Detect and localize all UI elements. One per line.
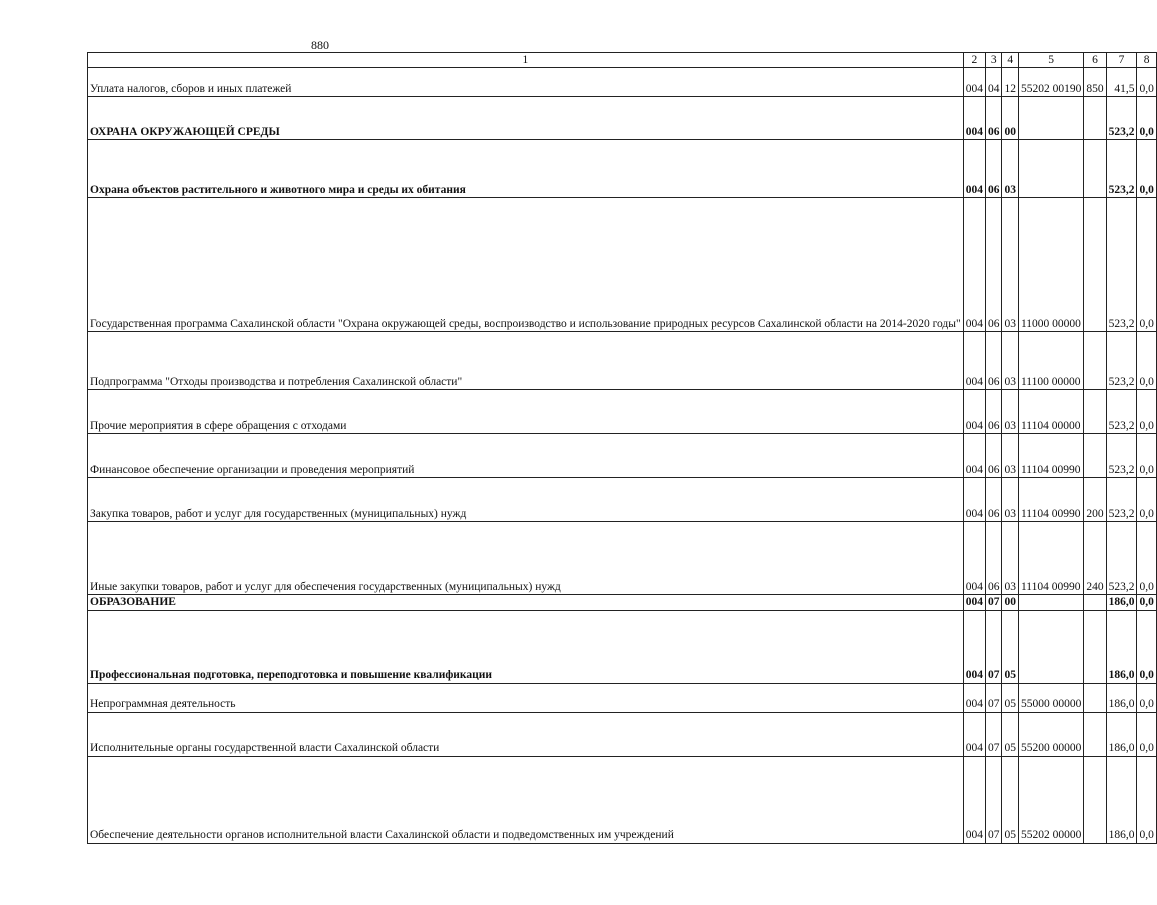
ministry-code: 004 [963, 68, 985, 97]
ministry-code: 004 [963, 478, 985, 522]
table-row [88, 434, 1157, 478]
row-name: Исполнительные органы государственной власти Сахалинской области [88, 712, 964, 756]
ministry-code: 004 [963, 683, 985, 712]
section-code: 06 [985, 198, 1002, 332]
extra-value: 0,0 [1137, 97, 1156, 140]
extra-value: 0,0 [1137, 434, 1156, 478]
column-header-3: 3 [985, 53, 1002, 68]
extra-value: 0,0 [1137, 68, 1156, 97]
target-code: 55202 00190 [1018, 68, 1083, 97]
table-row [88, 140, 1157, 198]
target-code [1018, 140, 1083, 198]
table-row [88, 610, 1157, 683]
target-code: 11104 00990 [1018, 522, 1083, 595]
row-name: ОХРАНА ОКРУЖАЮЩЕЙ СРЕДЫ [88, 97, 964, 140]
table-body [88, 68, 1157, 844]
extra-value: 0,0 [1137, 478, 1156, 522]
extra-value: 0,0 [1137, 610, 1156, 683]
column-header-5: 5 [1018, 53, 1083, 68]
amount-value: 186,0 [1106, 756, 1137, 843]
table-row [88, 478, 1157, 522]
target-code [1018, 610, 1083, 683]
ministry-code: 004 [963, 610, 985, 683]
table-row [88, 683, 1157, 712]
expense-type [1084, 595, 1106, 611]
expense-type: 850 [1084, 68, 1106, 97]
table-row [88, 522, 1157, 595]
section-code: 06 [985, 390, 1002, 434]
section-code: 06 [985, 140, 1002, 198]
column-header-2: 2 [963, 53, 985, 68]
column-header-7: 7 [1106, 53, 1137, 68]
row-name: Закупка товаров, работ и услуг для государственных (муниципальных) нужд [88, 478, 964, 522]
row-name: ОБРАЗОВАНИЕ [88, 595, 964, 611]
section-code: 07 [985, 712, 1002, 756]
section-code: 07 [985, 683, 1002, 712]
subsection-code: 05 [1002, 756, 1019, 843]
table-row [88, 68, 1157, 97]
subsection-code: 03 [1002, 478, 1019, 522]
subsection-code: 03 [1002, 390, 1019, 434]
target-code [1018, 97, 1083, 140]
column-header-6: 6 [1084, 53, 1106, 68]
subsection-code: 03 [1002, 434, 1019, 478]
extra-value: 0,0 [1137, 140, 1156, 198]
target-code: 11104 00990 [1018, 478, 1083, 522]
amount-value: 41,5 [1106, 68, 1137, 97]
extra-value: 0,0 [1137, 756, 1156, 843]
section-code: 07 [985, 756, 1002, 843]
budget-table [87, 52, 1157, 844]
subsection-code: 12 [1002, 68, 1019, 97]
amount-value: 523,2 [1106, 522, 1137, 595]
amount-value: 523,2 [1106, 478, 1137, 522]
table-row [88, 198, 1157, 332]
amount-value: 523,2 [1106, 434, 1137, 478]
ministry-code: 004 [963, 522, 985, 595]
row-name: Финансовое обеспечение организации и проведения мероприятий [88, 434, 964, 478]
row-name: Подпрограмма "Отходы производства и потребления Сахалинской области" [88, 332, 964, 390]
target-code: 55000 00000 [1018, 683, 1083, 712]
target-code: 11104 00990 [1018, 434, 1083, 478]
amount-value: 186,0 [1106, 712, 1137, 756]
section-code: 06 [985, 97, 1002, 140]
table-row [88, 390, 1157, 434]
subsection-code: 03 [1002, 332, 1019, 390]
extra-value: 0,0 [1137, 595, 1156, 611]
table-row [88, 756, 1157, 843]
expense-type: 200 [1084, 478, 1106, 522]
row-name: Государственная программа Сахалинской области "Охрана окружающей среды, воспроизводство и использование природных ресурсов Сахалинской области на 2014-2020 годы" [88, 198, 964, 332]
ministry-code: 004 [963, 390, 985, 434]
ministry-code: 004 [963, 198, 985, 332]
expense-type [1084, 332, 1106, 390]
column-header-8: 8 [1137, 53, 1156, 68]
row-name: Непрограммная деятельность [88, 683, 964, 712]
extra-value: 0,0 [1137, 390, 1156, 434]
extra-value: 0,0 [1137, 712, 1156, 756]
expense-type [1084, 610, 1106, 683]
ministry-code: 004 [963, 332, 985, 390]
expense-type [1084, 198, 1106, 332]
amount-value: 186,0 [1106, 683, 1137, 712]
amount-value: 186,0 [1106, 610, 1137, 683]
target-code: 55202 00000 [1018, 756, 1083, 843]
expense-type [1084, 390, 1106, 434]
row-name: Профессиональная подготовка, переподготовка и повышение квалификации [88, 610, 964, 683]
expense-type [1084, 140, 1106, 198]
subsection-code: 03 [1002, 140, 1019, 198]
header-row [88, 53, 1157, 68]
table-row [88, 712, 1157, 756]
extra-value: 0,0 [1137, 198, 1156, 332]
subsection-code: 03 [1002, 522, 1019, 595]
column-header-4: 4 [1002, 53, 1019, 68]
amount-value: 523,2 [1106, 140, 1137, 198]
expense-type: 240 [1084, 522, 1106, 595]
ministry-code: 004 [963, 140, 985, 198]
expense-type [1084, 683, 1106, 712]
extra-value: 0,0 [1137, 522, 1156, 595]
row-name: Прочие мероприятия в сфере обращения с отходами [88, 390, 964, 434]
row-name: Охрана объектов растительного и животного мира и среды их обитания [88, 140, 964, 198]
expense-type [1084, 756, 1106, 843]
section-code: 06 [985, 434, 1002, 478]
expense-type [1084, 712, 1106, 756]
ministry-code: 004 [963, 595, 985, 611]
amount-value: 523,2 [1106, 198, 1137, 332]
subsection-code: 00 [1002, 97, 1019, 140]
target-code: 55200 00000 [1018, 712, 1083, 756]
amount-value: 523,2 [1106, 332, 1137, 390]
section-code: 04 [985, 68, 1002, 97]
target-code: 11000 00000 [1018, 198, 1083, 332]
section-code: 06 [985, 478, 1002, 522]
subsection-code: 05 [1002, 610, 1019, 683]
subsection-code: 05 [1002, 712, 1019, 756]
target-code: 11104 00000 [1018, 390, 1083, 434]
table-row [88, 332, 1157, 390]
subsection-code: 05 [1002, 683, 1019, 712]
subsection-code: 00 [1002, 595, 1019, 611]
amount-value: 523,2 [1106, 97, 1137, 140]
table-row [88, 595, 1157, 611]
expense-type [1084, 434, 1106, 478]
row-name: Уплата налогов, сборов и иных платежей [88, 68, 964, 97]
ministry-code: 004 [963, 756, 985, 843]
subsection-code: 03 [1002, 198, 1019, 332]
section-code: 06 [985, 332, 1002, 390]
ministry-code: 004 [963, 97, 985, 140]
ministry-code: 004 [963, 434, 985, 478]
section-code: 06 [985, 522, 1002, 595]
column-header-1: 1 [88, 53, 964, 68]
row-name: Обеспечение деятельности органов исполнительной власти Сахалинской области и подведомственных им учреждений [88, 756, 964, 843]
target-code [1018, 595, 1083, 611]
table-row [88, 97, 1157, 140]
extra-value: 0,0 [1137, 332, 1156, 390]
row-name: Иные закупки товаров, работ и услуг для обеспечения государственных (муниципальных) нужд [88, 522, 964, 595]
section-code: 07 [985, 610, 1002, 683]
page-number: 880 [311, 38, 329, 52]
section-code: 07 [985, 595, 1002, 611]
extra-value: 0,0 [1137, 683, 1156, 712]
amount-value: 186,0 [1106, 595, 1137, 611]
amount-value: 523,2 [1106, 390, 1137, 434]
ministry-code: 004 [963, 712, 985, 756]
expense-type [1084, 97, 1106, 140]
target-code: 11100 00000 [1018, 332, 1083, 390]
